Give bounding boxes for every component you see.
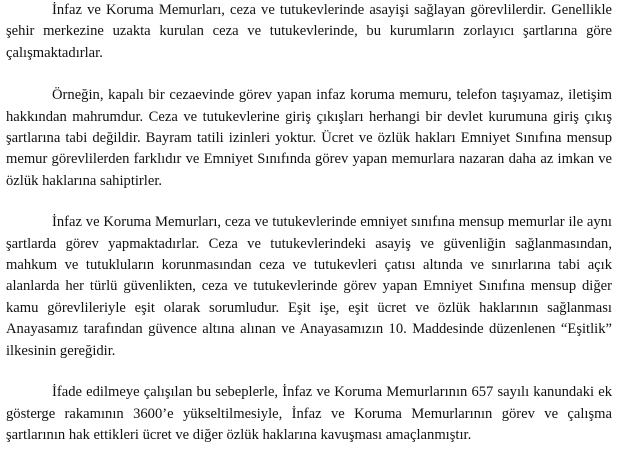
paragraph-4: İfade edilmeye çalışılan bu sebeplerle, İnfaz ve Koruma Memurlarının 657 sayılı kanundaki ek gösterge rakamının 3600’e yükseltilmesiyle, İnfaz ve Koruma Memurlarının görev ve çalışma şartlarının hak ettikleri ücret ve diğer özlük haklarına kavuşması amaçlanmıştır. <box>6 384 612 443</box>
document-body <box>6 0 612 446</box>
paragraph-2: Örneğin, kapalı bir cezaevinde görev yapan infaz koruma memuru, telefon taşıyamaz, iletişim hakkından mahrumdur. Ceza ve tutukevlerine giriş çıkışları herhangi bir devlet kurumuna giriş çıkış şartlarına tabi değildir. Bayram tatili izinleri yoktur. Ücret ve özlük hakları Emniyet Sınıfına mensup memur görevlilerden farklıdır ve Emniyet Sınıfında görev yapan memurlara nazaran daha az imkan ve özlük haklarına sahiptirler. <box>6 87 612 189</box>
paragraph-1: İnfaz ve Koruma Memurları, ceza ve tutukevlerinde asayişi sağlayan görevlilerdir. Genellikle şehir merkezine uzakta kurulan ceza ve tutukevlerinde, bu kurumların zorlayıcı şartlarına göre çalışmaktadırlar. <box>6 2 612 61</box>
paragraph-3: İnfaz ve Koruma Memurları, ceza ve tutukevlerinde emniyet sınıfına mensup memurlar ile aynı şartlarda görev yapmaktadırlar. Ceza ve tutukevlerindeki asayiş ve güvenliğin sağlanmasından, mahkum ve tutukluların korunmasından ceza ve tutukevleri çatısı altında ve sınırlarına tabi açık alanlarda her türlü güvenlikten, ceza ve tutukevlerinde görev yapan Emniyet Sınıfına mensup diğer kamu görevlileriyle eşit olarak sorumludur. Eşit işe, eşit ücret ve özlük haklarının sağlanması Anayasamız tarafından güvence altına alınan ve Anayasamızın 10. Maddesinde düzenlenen “Eşitlik” ilkesinin gereğidir. <box>6 214 612 359</box>
